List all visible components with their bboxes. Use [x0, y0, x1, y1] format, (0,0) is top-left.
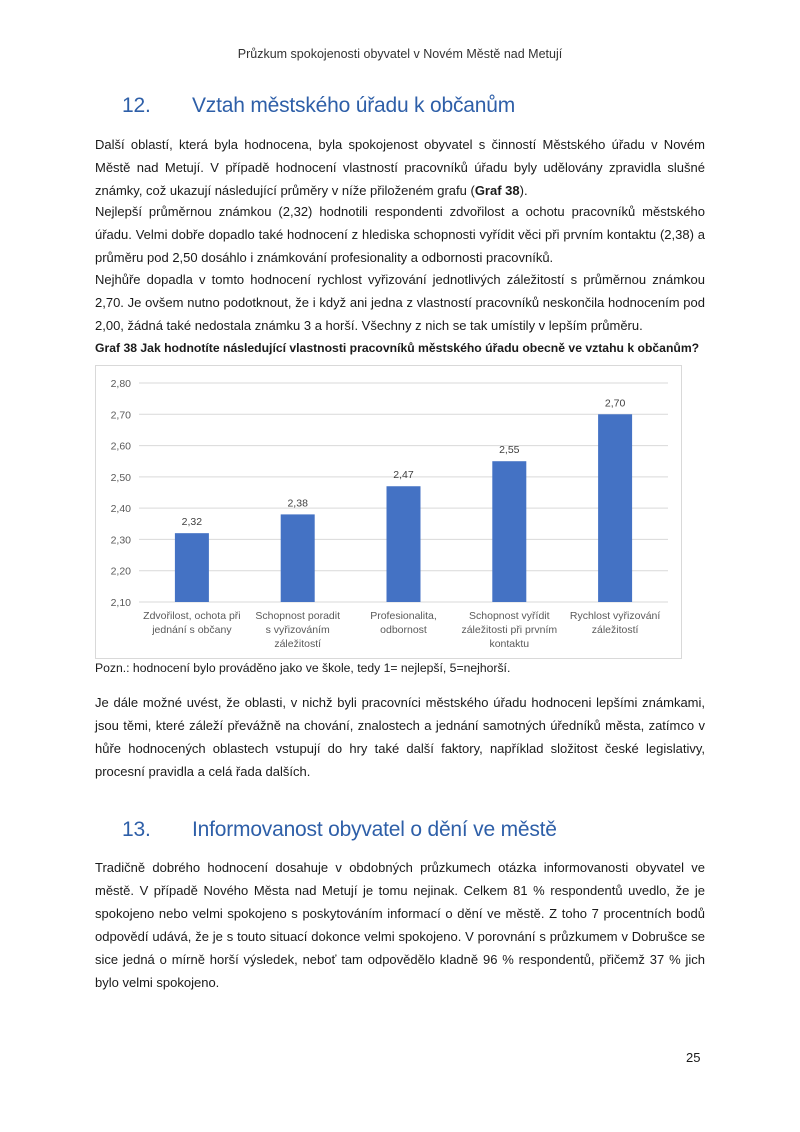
x-tick-label: Schopnost poradit	[255, 610, 341, 622]
data-label: 2,32	[181, 516, 203, 529]
x-tick-label: záležitostí	[274, 638, 322, 650]
x-tick-label: Profesionalita,	[370, 610, 437, 622]
bar	[175, 533, 209, 602]
bar	[598, 414, 632, 602]
section-13-paragraph-1: Tradičně dobrého hodnocení dosahuje v obdobných průzkumech otázka informovanosti obyvatel ve městě. V případě Nového Města nad Metují je tomu nejinak. Celkem 81 % respondentů uvedlo, že je spokojeno nebo velmi spokojeno s poskytováním informací o dění ve městě. Z toho 7 procentních bodů odpovědí udává, že je s touto situací dokonce velmi spokojeno. V porovnání s průzkumem v Dobrušce se sice jedná o mírně horší výsledek, neboť tam odpovědělo kladně 96 % respondentů, přičemž 37 % jich bylo velmi spokojeno.	[95, 860, 705, 990]
y-tick-label: 2,10	[110, 597, 131, 609]
y-tick-label: 2,80	[110, 378, 131, 390]
section-12-paragraph-1	[95, 133, 705, 202]
x-tick-label: Zdvořilost, ochota při	[143, 610, 241, 622]
y-tick-label: 2,30	[110, 534, 131, 547]
section-13-heading	[122, 818, 557, 842]
data-label: 2,55	[499, 444, 520, 457]
figure-reference: Graf 38	[474, 183, 520, 198]
section-12-paragraph-2: Nejlepší průměrnou známkou (2,32) hodnotili respondenti zdvořilost a ochotu pracovníků městského úřadu. Velmi dobře dopadlo také hodnocení z hlediska schopnosti vyřídit věci při prvním kontaktu (2,38) a průměru pod 2,50 dosáhlo i známkování profesionality a odbornosti pracovníků.	[95, 204, 705, 265]
x-tick-label: záležitosti při prvním	[461, 624, 558, 636]
section-12-title: Vztah městského úřadu k občanům	[192, 94, 515, 117]
y-tick-label: 2,40	[110, 503, 131, 516]
chart-container	[95, 365, 682, 659]
y-tick-label: 2,60	[110, 440, 131, 453]
x-tick-label: jednání s občany	[152, 624, 232, 636]
bar	[492, 461, 526, 602]
chart-caption: Graf 38 Jak hodnotíte následující vlastnosti pracovníků městského úřadu obecně ve vztahu k občanům?	[95, 341, 700, 355]
bar	[281, 514, 315, 602]
paragraph-1-end: ).	[519, 183, 528, 198]
x-tick-label: s vyřizováním	[265, 624, 330, 636]
x-tick-label: záležitostí	[591, 624, 639, 636]
x-tick-label: kontaktu	[489, 638, 530, 650]
bar	[387, 486, 421, 602]
section-12-number: 12.	[122, 94, 151, 117]
section-12-heading	[122, 94, 515, 118]
data-label: 2,38	[287, 497, 308, 510]
page-number: 25	[686, 1050, 701, 1065]
x-tick-label: Rychlost vyřizování	[569, 610, 661, 622]
x-tick-label: odbornost	[380, 624, 427, 636]
chart-note: Pozn.: hodnocení bylo prováděno jako ve škole, tedy 1= nejlepší, 5=nejhorší.	[95, 661, 511, 675]
x-tick-label: Schopnost vyřídit	[469, 610, 550, 622]
section-12-paragraph-3: Nejhůře dopadla v tomto hodnocení rychlost vyřizování jednotlivých záležitostí s průměrnou známkou 2,70. Je ovšem nutno podotknout, že i když ani jedna z vlastností pracovníků neskončila hodnocením pod 2,00, žádná také nedostala známku 3 a horší. Všechny z nich se tak umístily v lepším průměru.	[95, 272, 705, 333]
section-13-number: 13.	[122, 818, 151, 841]
data-label: 2,47	[393, 469, 414, 482]
data-label: 2,70	[604, 397, 626, 410]
y-tick-label: 2,20	[110, 565, 131, 578]
y-tick-label: 2,50	[110, 471, 131, 484]
paragraph-1-text: Další oblastí, která byla hodnocena, byla spokojenost obyvatel s činností Městského úřadu v Novém Městě nad Metují. V případě hodnocení vlastností pracovníků úřadu byly udělovány zpravidla slušné známky, což ukazují následující průměry v níže přiloženém grafu (	[95, 137, 705, 198]
running-header: Průzkum spokojenosti obyvatel v Novém Městě nad Metují	[237, 47, 563, 61]
section-12-paragraph-4: Je dále možné uvést, že oblasti, v nichž byli pracovníci městského úřadu hodnoceni lepšími známkami, jsou těmi, které záleží převážně na chování, znalostech a jednání samotných úředníků města, zatímco v hůře hodnocených oblastech vstupují do hry také další faktory, například složitost české legislativy, procesní pravidla a celá řada dalších.	[95, 695, 705, 779]
section-13-title: Informovanost obyvatel o dění ve městě	[192, 818, 557, 841]
bar-chart	[96, 366, 681, 658]
y-tick-label: 2,70	[110, 409, 131, 422]
